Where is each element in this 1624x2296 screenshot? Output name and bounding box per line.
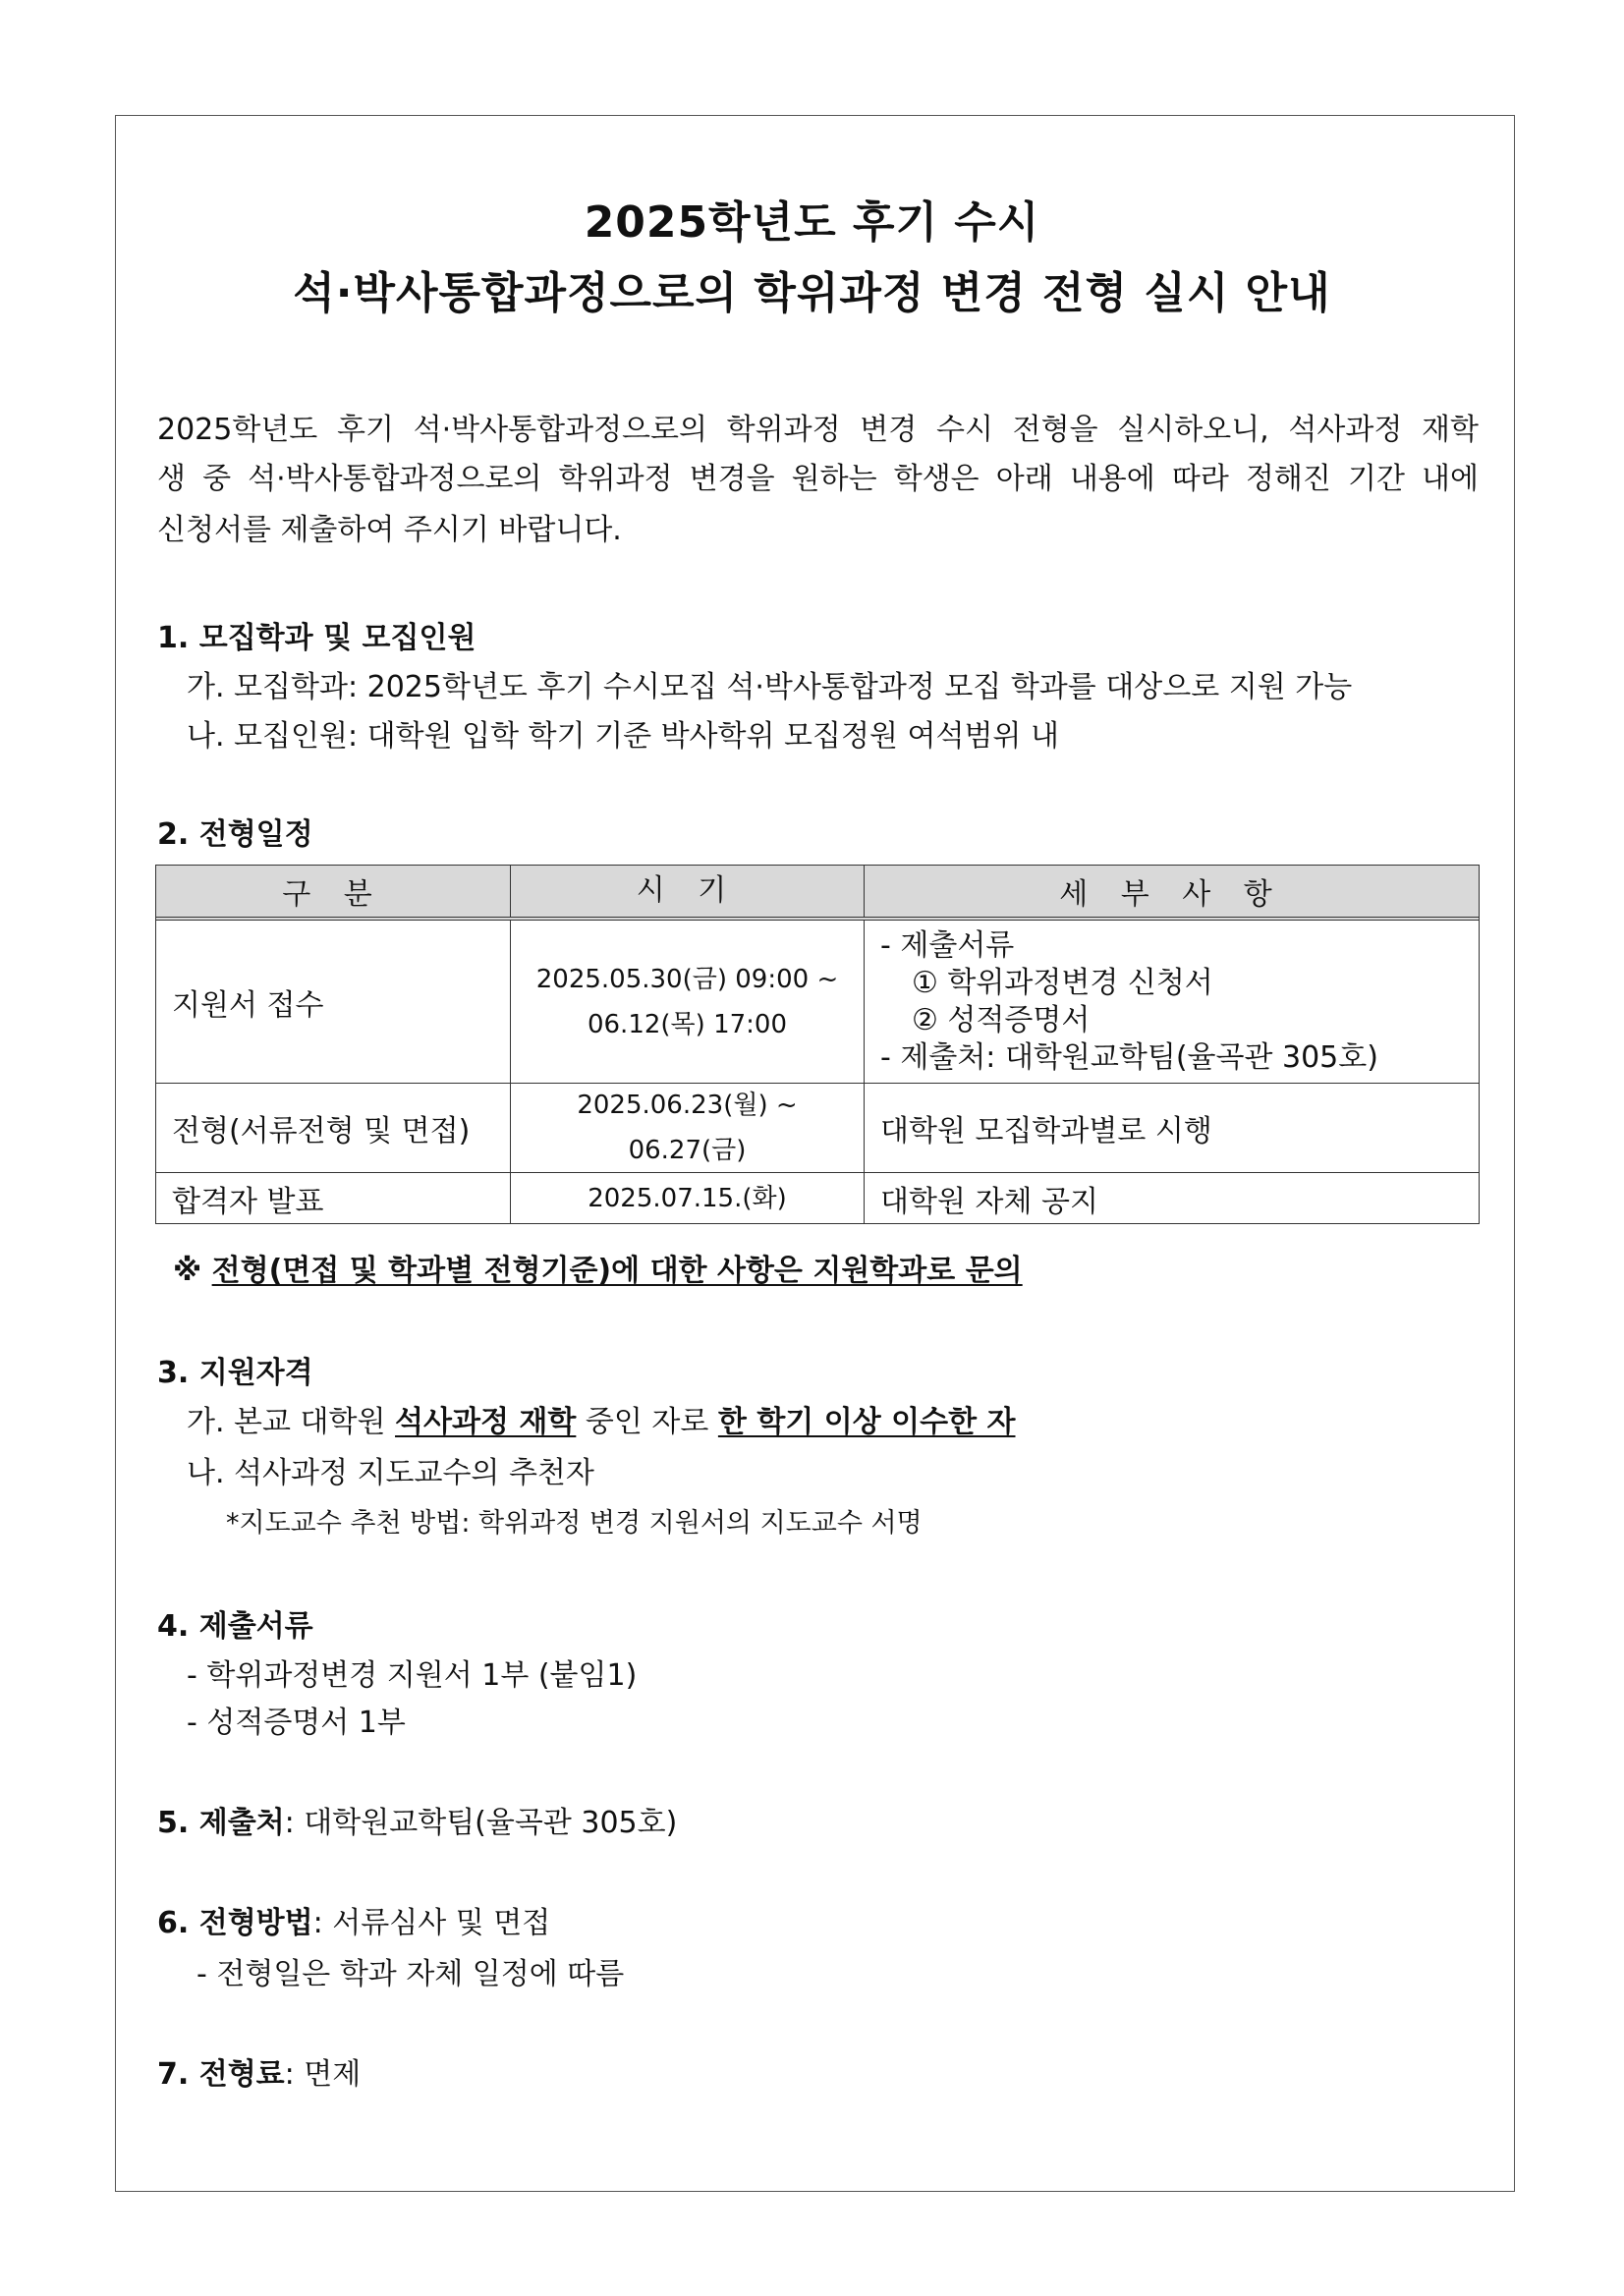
row1-period [510,921,864,1083]
section7 [157,2049,361,2093]
row2-period-line1: 2025.06.23(월) ~ [577,1091,798,1120]
section4-heading: 4. 제출서류 [157,1609,313,1644]
schedule-table [155,865,1480,1224]
row2-details: 대학원 모집학과별로 시행 [864,1084,1479,1172]
row3-category: 합격자 발표 [172,1184,324,1219]
section1-item-b: 나. 모집인원: 대학원 입학 학기 기준 박사학위 모집정원 여석범위 내 [187,719,1059,754]
row1-detail-1: - 제출서류 [880,927,1015,963]
section6-heading: 6. 전형방법 [157,1906,313,1940]
section5 [157,1798,677,1841]
section3-item-a-emphasis1: 석사과정 재학 [395,1405,577,1439]
intro-line3: 신청서를 제출하여 주시기 바랍니다. [157,513,622,547]
section3-heading: 3. 지원자격 [157,1356,313,1390]
row1-period-line1: 2025.05.30(금) 09:00 ~ [535,964,839,994]
row3-period: 2025.07.15.(화) [510,1173,864,1223]
schedule-note [173,1246,1023,1289]
title-line1: 2025학년도 후기 수시 [584,197,1040,248]
row2-period [510,1084,864,1172]
row1-category: 지원서 접수 [172,987,324,1023]
intro-line1: 2025학년도 후기 석·박사통합과정으로의 학위과정 변경 수시 전형을 실시하오니, 석사과정 재학 [157,413,1479,447]
row1-detail-3: ② 성적증명서 [912,1002,1091,1037]
section6-item1: - 전형일은 학과 자체 일정에 따름 [196,1957,625,1991]
table-row [156,921,1479,1083]
note-mark: ※ [173,1254,202,1288]
section7-heading: 7. 전형료 [157,2057,285,2092]
section5-heading: 5. 제출처 [157,1806,285,1840]
table-row [156,1172,1479,1223]
row1-details [864,921,1479,1083]
table-header-period: 시 기 [510,866,864,917]
row2-period-line2: 06.27(금) [628,1136,747,1165]
section3-item-a [187,1397,1016,1440]
section4-item1: - 학위과정변경 지원서 1부 (붙임1) [187,1658,638,1693]
section6 [157,1898,550,1941]
table-row [156,1083,1479,1172]
section3-note: *지도교수 추천 방법: 학위과정 변경 지원서의 지도교수 서명 [226,1508,923,1539]
section7-value: : 면제 [284,2057,362,2092]
note-text: 전형(면접 및 학과별 전형기준)에 대한 사항은 지원학과로 문의 [211,1254,1023,1288]
row1-detail-2: ① 학위과정변경 신청서 [912,965,1213,1000]
table-header-category: 구 분 [282,877,384,912]
section3-item-b: 나. 석사과정 지도교수의 추천자 [187,1456,594,1490]
row1-period-line2: 06.12(목) 17:00 [587,1009,787,1039]
section1-heading: 1. 모집학과 및 모집인원 [157,621,476,655]
row1-detail-4: - 제출처: 대학원교학팀(율곡관 305호) [880,1039,1378,1075]
title-line2: 석·박사통합과정으로의 학위과정 변경 전형 실시 안내 [293,268,1331,318]
section2-heading: 2. 전형일정 [157,817,313,852]
table-header-row [156,866,1479,921]
section3-item-a-mid: 중인 자로 [576,1405,718,1439]
table-header-details: 세 부 사 항 [864,866,1479,917]
section3-item-a-prefix: 가. 본교 대학원 [187,1405,396,1439]
section6-value: : 서류심사 및 면접 [312,1906,551,1940]
row3-details: 대학원 자체 공지 [864,1173,1479,1223]
row2-category: 전형(서류전형 및 면접) [172,1114,471,1148]
section4-item2: - 성적증명서 1부 [187,1706,406,1740]
intro-line2: 생 중 석·박사통합과정으로의 학위과정 변경을 원하는 학생은 아래 내용에 따라 정해진 기간 내에 [157,462,1479,496]
section3-item-a-emphasis2: 한 학기 이상 이수한 자 [717,1405,1016,1439]
section5-value: : 대학원교학팀(율곡관 305호) [284,1806,678,1840]
section1-item-a: 가. 모집학과: 2025학년도 후기 수시모집 석·박사통합과정 모집 학과를 대상으로 지원 가능 [187,670,1353,704]
